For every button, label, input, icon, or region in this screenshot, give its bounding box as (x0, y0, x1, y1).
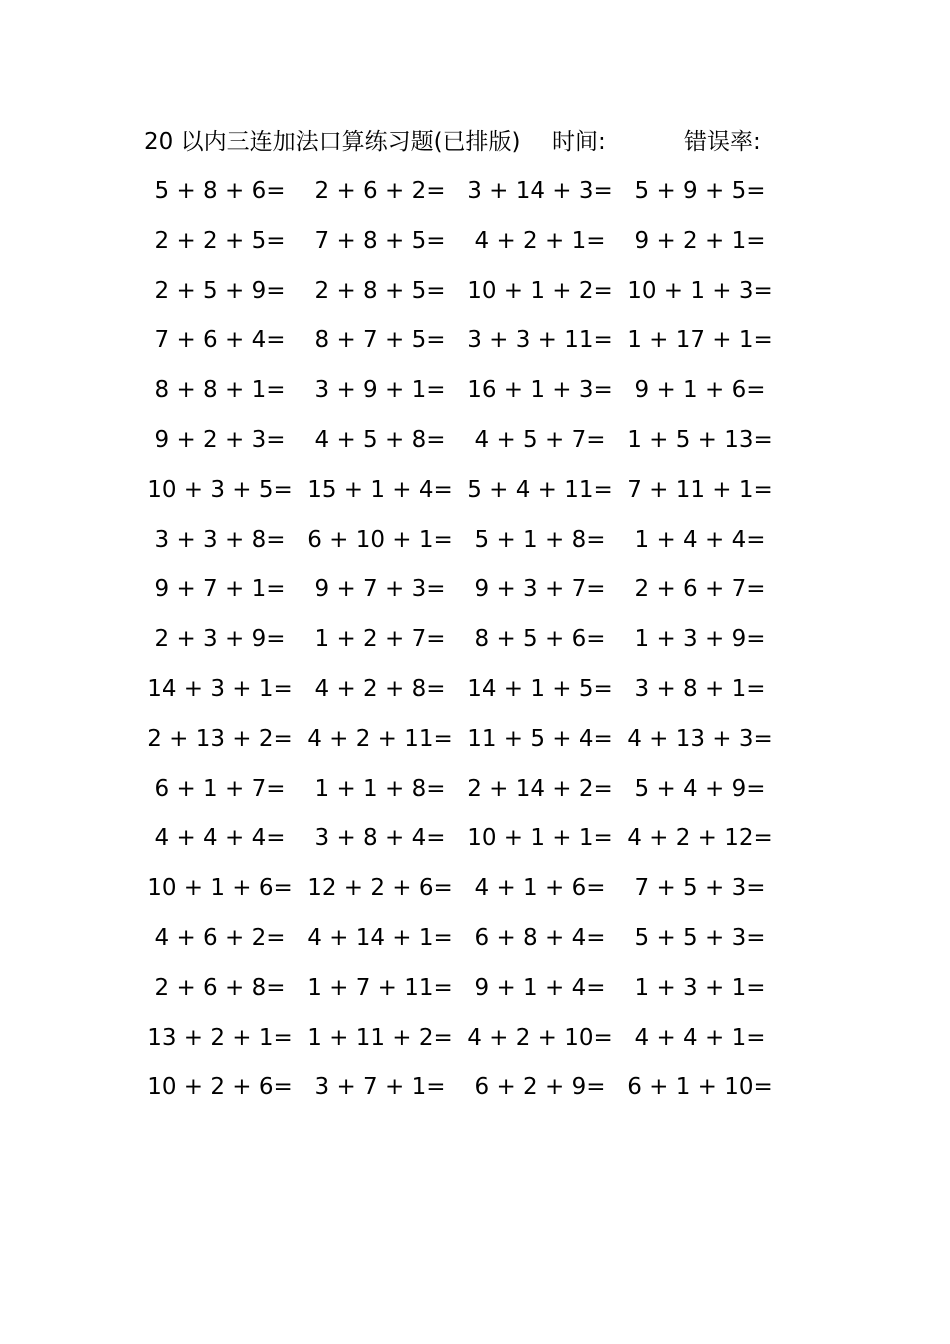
math-problem: 2 + 3 + 9= (154, 626, 286, 653)
math-problem: 3 + 9 + 1= (314, 377, 446, 404)
math-problem: 10 + 2 + 6= (147, 1074, 293, 1101)
worksheet-title: 20 以内三连加法口算练习题(已排版) (144, 129, 521, 155)
math-problem: 1 + 5 + 13= (627, 426, 773, 453)
math-problem: 4 + 4 + 4= (154, 825, 286, 852)
math-problem: 3 + 8 + 4= (314, 825, 446, 852)
math-problem: 1 + 11 + 2= (307, 1024, 453, 1051)
math-problem: 4 + 14 + 1= (307, 924, 453, 951)
math-problem: 4 + 1 + 6= (474, 875, 606, 902)
math-problem: 4 + 5 + 7= (474, 426, 606, 453)
math-problem: 4 + 2 + 11= (307, 725, 453, 752)
math-problem: 16 + 1 + 3= (467, 377, 613, 404)
math-problem: 4 + 5 + 8= (314, 426, 446, 453)
math-problem: 4 + 4 + 1= (634, 1024, 766, 1051)
math-problem: 2 + 14 + 2= (467, 775, 613, 802)
math-problem: 4 + 2 + 12= (627, 825, 773, 852)
problem-grid (140, 172, 780, 1118)
math-problem: 4 + 6 + 2= (154, 924, 286, 951)
math-problem: 6 + 10 + 1= (307, 526, 453, 553)
time-label: 时间: (552, 129, 606, 155)
math-problem: 1 + 2 + 7= (314, 626, 446, 653)
math-problem: 12 + 2 + 6= (307, 875, 453, 902)
math-problem: 6 + 1 + 10= (627, 1074, 773, 1101)
math-problem: 10 + 1 + 6= (147, 875, 293, 902)
math-problem: 4 + 2 + 10= (467, 1024, 613, 1051)
math-problem: 5 + 4 + 9= (634, 775, 766, 802)
math-problem: 1 + 1 + 8= (314, 775, 446, 802)
math-problem: 3 + 8 + 1= (634, 675, 766, 702)
math-problem: 3 + 7 + 1= (314, 1074, 446, 1101)
math-problem: 10 + 1 + 3= (627, 277, 773, 304)
math-problem: 9 + 2 + 3= (154, 426, 286, 453)
math-problem: 2 + 8 + 5= (314, 277, 446, 304)
math-problem: 6 + 2 + 9= (474, 1074, 606, 1101)
math-problem: 1 + 4 + 4= (634, 526, 766, 553)
math-problem: 5 + 5 + 3= (634, 924, 766, 951)
math-problem: 4 + 13 + 3= (627, 725, 773, 752)
math-problem: 10 + 3 + 5= (147, 476, 293, 503)
math-problem: 4 + 2 + 8= (314, 675, 446, 702)
math-problem: 7 + 8 + 5= (314, 227, 446, 254)
math-problem: 2 + 5 + 9= (154, 277, 286, 304)
math-problem: 9 + 1 + 4= (474, 974, 606, 1001)
math-problem: 2 + 6 + 2= (314, 178, 446, 204)
math-problem: 9 + 1 + 6= (634, 377, 766, 404)
worksheet-header (0, 124, 950, 160)
math-problem: 1 + 3 + 1= (634, 974, 766, 1001)
math-problem: 6 + 8 + 4= (474, 924, 606, 951)
math-problem: 7 + 11 + 1= (627, 476, 773, 503)
math-problem: 2 + 13 + 2= (147, 725, 293, 752)
math-problem: 2 + 6 + 7= (634, 576, 766, 603)
math-problem: 9 + 3 + 7= (474, 576, 606, 603)
math-problem: 8 + 8 + 1= (154, 377, 286, 404)
math-problem: 10 + 1 + 1= (467, 825, 613, 852)
math-problem: 10 + 1 + 2= (467, 277, 613, 304)
math-problem: 7 + 6 + 4= (154, 327, 286, 354)
error-rate-label: 错误率: (684, 129, 761, 155)
math-problem: 5 + 1 + 8= (474, 526, 606, 553)
math-problem: 7 + 5 + 3= (634, 875, 766, 902)
math-problem: 5 + 8 + 6= (154, 178, 286, 204)
math-problem: 1 + 7 + 11= (307, 974, 453, 1001)
math-problem: 3 + 3 + 8= (154, 526, 286, 553)
math-problem: 8 + 7 + 5= (314, 327, 446, 354)
math-problem: 2 + 2 + 5= (154, 227, 286, 254)
math-problem: 11 + 5 + 4= (467, 725, 613, 752)
math-problem: 9 + 2 + 1= (634, 227, 766, 254)
math-problem: 6 + 1 + 7= (154, 775, 286, 802)
math-problem: 5 + 9 + 5= (634, 178, 766, 204)
math-problem: 3 + 3 + 11= (467, 327, 613, 354)
math-problem: 5 + 4 + 11= (467, 476, 613, 503)
math-problem: 2 + 6 + 8= (154, 974, 286, 1001)
math-problem: 1 + 17 + 1= (627, 327, 773, 354)
math-problem: 14 + 3 + 1= (147, 675, 293, 702)
math-problem: 3 + 14 + 3= (467, 178, 613, 204)
math-problem: 1 + 3 + 9= (634, 626, 766, 653)
math-problem: 14 + 1 + 5= (467, 675, 613, 702)
math-problem: 9 + 7 + 3= (314, 576, 446, 603)
math-problem: 15 + 1 + 4= (307, 476, 453, 503)
math-problem: 13 + 2 + 1= (147, 1024, 293, 1051)
math-problem: 8 + 5 + 6= (474, 626, 606, 653)
math-problem: 4 + 2 + 1= (474, 227, 606, 254)
math-problem: 9 + 7 + 1= (154, 576, 286, 603)
